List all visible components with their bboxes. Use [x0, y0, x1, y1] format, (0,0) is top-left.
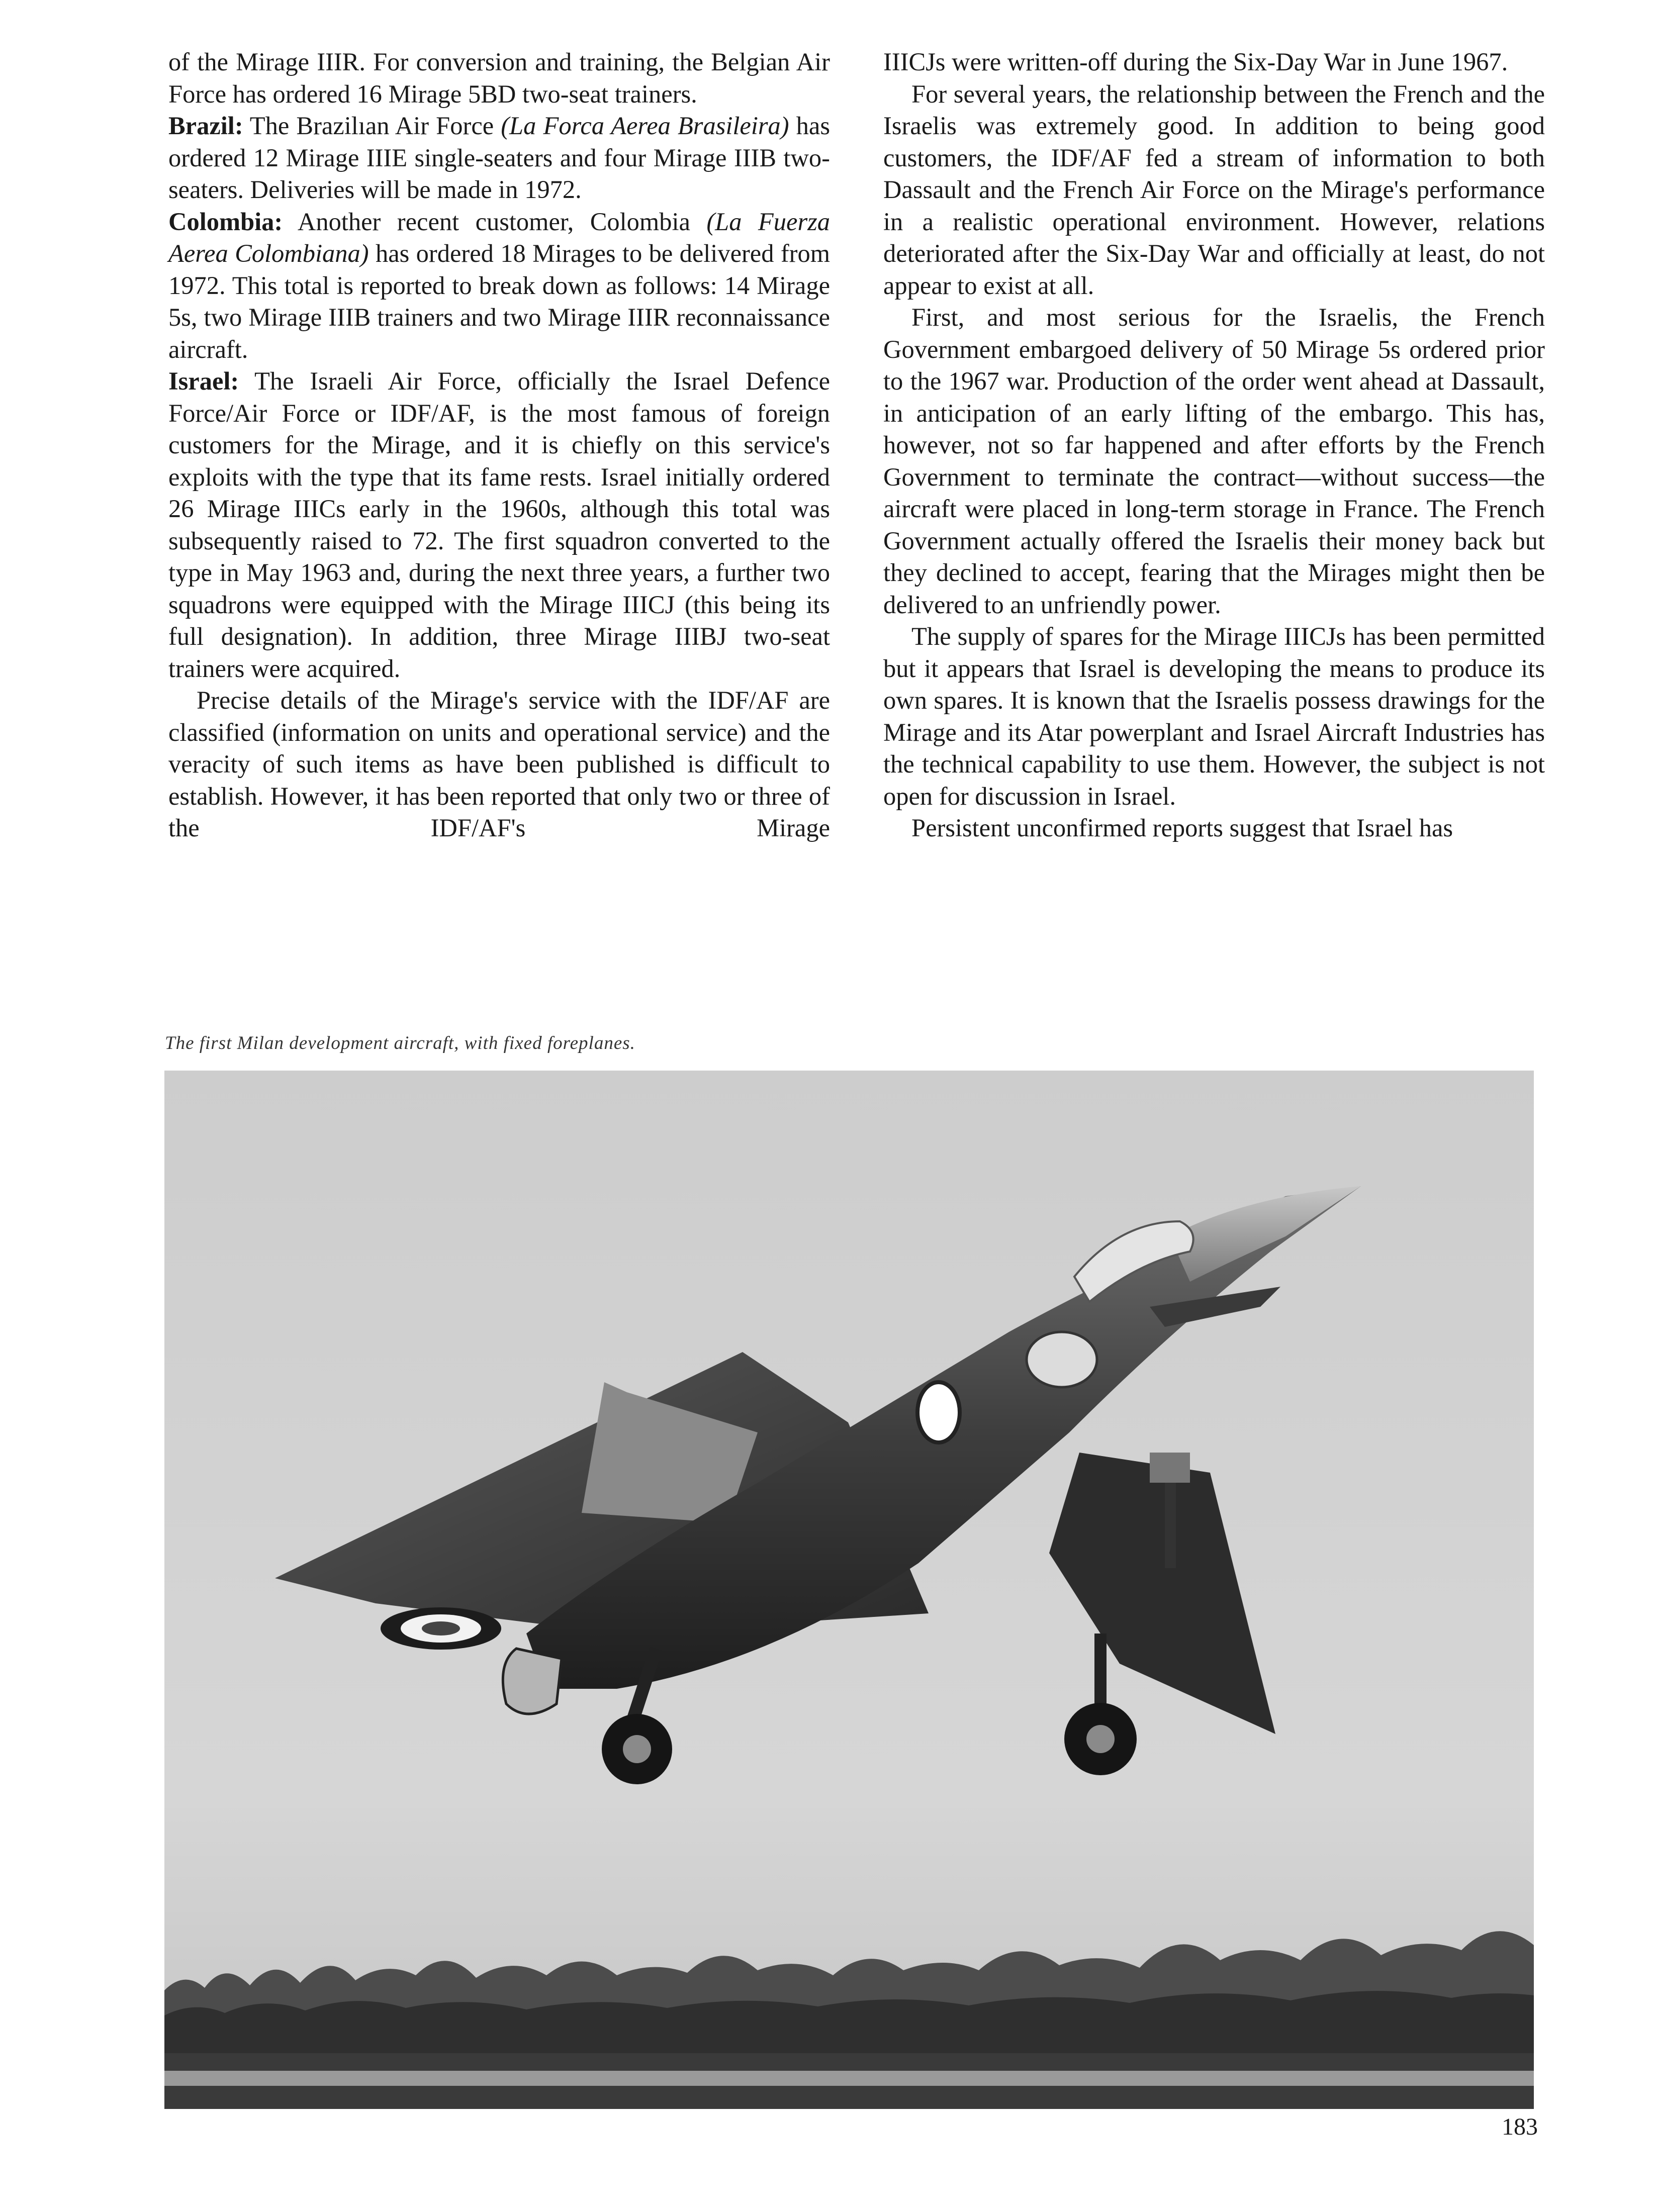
colombia-text-1: Another recent customer, Colombia — [283, 207, 707, 236]
israel-text: The Israeli Air Force, officially the Israel Defence Force/Air Force or IDF/AF, is the most famous of foreign customers for the Mirage, and it is chiefly on this service's exploits with the type that its fame rests. Israel initially ordered 26 Mirage IIICs early in the 1960s, although this total was subsequently raised to 72. The first squadron converted to the type in May 1963 and, during the next three years, a further two squadrons were equipped with the Mirage IIICJ (this being its full designation). In addition, three Mirage IIIBJ two-seat trainers were acquired. — [168, 367, 830, 683]
aircraft-photo — [164, 1071, 1534, 2109]
paragraph-precise-details: Precise details of the Mirage's service with the IDF/AF are classified (information on units and operational service) and the veracity of such items as have been published is difficult to establish. However, it has been reported that only two or three of the IDF/AF's Mirage — [168, 686, 830, 842]
figure-caption: The first Milan development aircraft, with fixed foreplanes. — [165, 1033, 635, 1053]
page-number: 183 — [1502, 2113, 1538, 2140]
paragraph-six-day-war: IIICJs were written-off during the Six-Day War in June 1967. — [883, 48, 1508, 76]
brazil-heading: Brazil: — [168, 112, 243, 140]
engine-nozzle — [503, 1649, 562, 1714]
brazil-air-force-name: (La Forca Aerea Brasileira) — [501, 112, 789, 140]
left-column — [168, 46, 830, 844]
paragraph-embargo: First, and most serious for the Israelis, the French Government embargoed delivery of 50 Mirage 5s ordered prior to the 1967 war. Production of the order went ahead at Dassault, in anticipation of an early lifting of the embargo. This has, however, not so far happened and after efforts by the French Government to terminate the contract—without success—the aircraft were placed in long-term storage in France. The French Government actually offered the Israelis their money back but they declined to accept, fearing that the Mirages might then be delivered to an unfriendly power. — [883, 303, 1545, 619]
paragraph-spares: The supply of spares for the Mirage IIICJs has been permitted but it appears that Israel is developing the means to produce its own spares. It is known that the Israelis possess drawings for the Mirage and its Atar powerplant and Israel Aircraft Industries has the technical capability to use them. However, the subject is not open for discussion in Israel. — [883, 622, 1545, 810]
colombia-text-2: has ordered 18 Mirages to be delivered from 1972. This total is reported to break down as follows: 14 Mirage 5s, two Mirage IIIB trainers and two Mirage IIIR reconnaissance aircraft. — [168, 239, 830, 363]
runway — [164, 2071, 1534, 2086]
brazil-text-2: has ordered 12 Mirage IIIE single-seaters and four Mirage IIIB two-seaters. Deliveries will be made in 1972. — [168, 112, 830, 204]
air-intake — [1027, 1332, 1097, 1387]
colombia-air-force-name: (La Fuerza Aerea Colombiana) — [168, 207, 830, 267]
paragraph-israel — [168, 365, 830, 685]
paragraph-belgium-continued: of the Mirage IIIR. For conversion and training, the Belgian Air Force has ordered 16 Mirage 5BD two-seat trainers. — [168, 48, 830, 108]
paragraph-relationship: For several years, the relationship between the French and the Israelis was extremely good. In addition to being good customers, the IDF/AF fed a stream of information to both Dassault and the French Air Force on the Mirage's performance in a realistic operational environment. However, relations deteriorated after the Six-Day War and officially at least, do not appear to exist at all. — [883, 79, 1545, 300]
paragraph-brazil — [168, 110, 830, 206]
brazil-text-1: The Brazilıan Air Force — [243, 112, 501, 140]
paragraph-colombia — [168, 206, 830, 366]
right-column — [883, 46, 1545, 844]
wing-roundel — [381, 1607, 501, 1650]
paragraph-persistent-reports: Persistent unconfirmed reports suggest that Israel has — [911, 814, 1453, 842]
israel-heading: Israel: — [168, 367, 239, 395]
fuselage-roundel — [917, 1382, 960, 1442]
colombia-heading: Colombia: — [168, 207, 283, 236]
